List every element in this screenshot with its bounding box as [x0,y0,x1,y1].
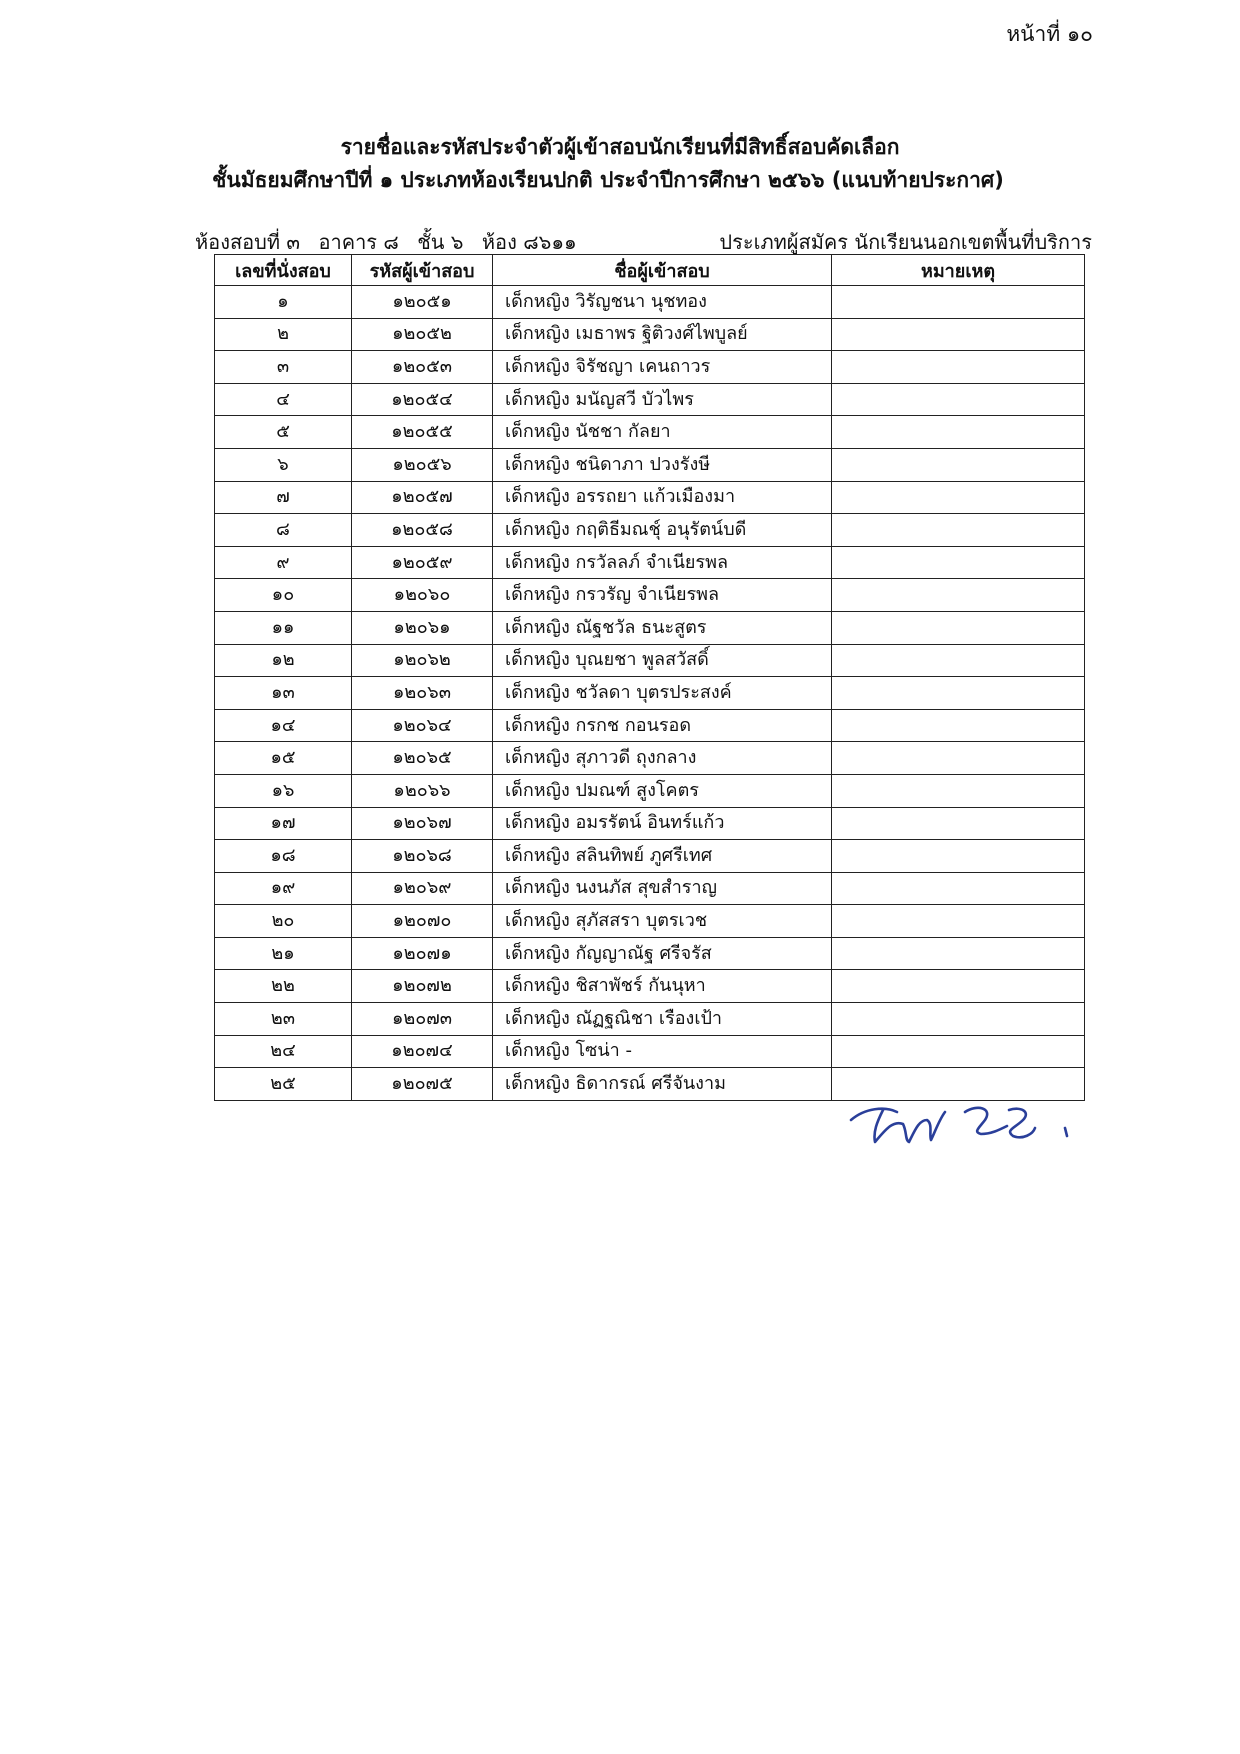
candidate-name: เด็กหญิง ชวัลดา บุตรประสงค์ [493,677,832,710]
applicant-type: ประเภทผู้สมัคร นักเรียนนอกเขตพื้นที่บริการ [719,230,1092,254]
candidate-name: เด็กหญิง ณัฐชวัล ธนะสูตร [493,611,832,644]
table-header-row [215,255,1085,286]
candidate-id: ๑๒๐๗๔ [352,1035,493,1068]
seat-number: ๒ [215,318,352,351]
remark [832,709,1085,742]
candidate-name: เด็กหญิง วิรัญชนา นุชทอง [493,286,832,319]
table-row [215,546,1085,579]
seat-number: ๒๐ [215,905,352,938]
signature [845,1090,1105,1160]
table-row [215,351,1085,384]
table-row [215,1003,1085,1036]
floor: ชั้น ๖ [417,230,464,254]
remark [832,840,1085,873]
remark [832,774,1085,807]
remark [832,742,1085,775]
table-row [215,644,1085,677]
table-row [215,742,1085,775]
candidate-name: เด็กหญิง นงนภัส สุขสำราญ [493,872,832,905]
remark [832,807,1085,840]
seat-number: ๒๕ [215,1068,352,1101]
candidate-name: เด็กหญิง สลินทิพย์ ภูศรีเทศ [493,840,832,873]
candidate-name: เด็กหญิง มนัญสวี บัวไพร [493,383,832,416]
remark [832,481,1085,514]
seat-number: ๘ [215,514,352,547]
seat-number: ๓ [215,351,352,384]
seat-number: ๔ [215,383,352,416]
table-row [215,807,1085,840]
title-line-1: รายชื่อและรหัสประจำตัวผู้เข้าสอบนักเรียนที่มีสิทธิ์สอบคัดเลือก [340,135,900,159]
remark [832,351,1085,384]
remark [832,644,1085,677]
candidate-id: ๑๒๐๖๒ [352,644,493,677]
remark [832,318,1085,351]
document-title [0,131,1240,197]
candidate-id: ๑๒๐๕๙ [352,546,493,579]
seat-number: ๑ [215,286,352,319]
remark [832,546,1085,579]
candidate-name: เด็กหญิง ชิสาพัชร์ กันนุหา [493,970,832,1003]
remark [832,448,1085,481]
exam-room: ห้องสอบที่ ๓ [195,230,301,254]
candidate-id: ๑๒๐๖๙ [352,872,493,905]
remark [832,905,1085,938]
candidate-table [214,254,1085,1101]
seat-number: ๑๗ [215,807,352,840]
candidate-name: เด็กหญิง ปมณฑ์ สูงโคตร [493,774,832,807]
remark [832,677,1085,710]
candidate-id: ๑๒๐๗๐ [352,905,493,938]
remark [832,937,1085,970]
candidate-name: เด็กหญิง สุภาวดี ถุงกลาง [493,742,832,775]
candidate-id: ๑๒๐๖๗ [352,807,493,840]
table-row [215,514,1085,547]
remark [832,1035,1085,1068]
header-name: ชื่อผู้เข้าสอบ [493,255,832,286]
seat-number: ๑๑ [215,611,352,644]
page-number: หน้าที่ ๑๐ [1006,22,1093,46]
table-row [215,937,1085,970]
seat-number: ๖ [215,448,352,481]
table-row [215,481,1085,514]
seat-number: ๑๐ [215,579,352,612]
candidate-id: ๑๒๐๖๓ [352,677,493,710]
seat-number: ๗ [215,481,352,514]
seat-number: ๒๔ [215,1035,352,1068]
candidate-name: เด็กหญิง เมธาพร ฐิติวงศ์ไพบูลย์ [493,318,832,351]
seat-number: ๑๕ [215,742,352,775]
candidate-id: ๑๒๐๗๓ [352,1003,493,1036]
candidate-name: เด็กหญิง กรวัลลภ์ จำเนียรพล [493,546,832,579]
candidate-id: ๑๒๐๖๔ [352,709,493,742]
candidate-id: ๑๒๐๕๑ [352,286,493,319]
candidate-id: ๑๒๐๕๖ [352,448,493,481]
seat-number: ๑๘ [215,840,352,873]
table-row [215,709,1085,742]
remark [832,416,1085,449]
candidate-id: ๑๒๐๗๕ [352,1068,493,1101]
remark [832,1003,1085,1036]
header-note: หมายเหตุ [832,255,1085,286]
seat-number: ๒๑ [215,937,352,970]
room: ห้อง ๘๖๑๑ [481,230,577,254]
candidate-name: เด็กหญิง โซน่า - [493,1035,832,1068]
table-row [215,677,1085,710]
table-body [215,286,1085,1101]
candidate-name: เด็กหญิง อรรถยา แก้วเมืองมา [493,481,832,514]
table-row [215,774,1085,807]
table-row [215,905,1085,938]
remark [832,383,1085,416]
candidate-id: ๑๒๐๖๐ [352,579,493,612]
candidate-id: ๑๒๐๖๖ [352,774,493,807]
remark [832,579,1085,612]
remark [832,286,1085,319]
table-row [215,286,1085,319]
candidate-name: เด็กหญิง กฤติธีมณชุ์ อนุรัตน์บดี [493,514,832,547]
table-row [215,872,1085,905]
signature-mark [851,1108,1067,1142]
candidate-name: เด็กหญิง ธิดากรณ์ ศรีจันงาม [493,1068,832,1101]
title-line-2: ชั้นมัธยมศึกษาปีที่ ๑ ประเภทห้องเรียนปกติ ประจำปีการศึกษา ๒๕๖๖ (แนบท้ายประกาศ) [212,168,1004,192]
candidate-name: เด็กหญิง กัญญาณัฐ ศรีจรัส [493,937,832,970]
table-row [215,383,1085,416]
candidate-name: เด็กหญิง กรกช กอนรอด [493,709,832,742]
candidate-id: ๑๒๐๕๕ [352,416,493,449]
seat-number: ๙ [215,546,352,579]
table-row [215,579,1085,612]
candidate-name: เด็กหญิง ณัฏฐณิชา เรืองเป้า [493,1003,832,1036]
table-row [215,970,1085,1003]
table-row [215,1035,1085,1068]
candidate-id: ๑๒๐๖๑ [352,611,493,644]
candidate-id: ๑๒๐๗๒ [352,970,493,1003]
table-row [215,611,1085,644]
candidate-name: เด็กหญิง ชนิดาภา ปวงรังษี [493,448,832,481]
candidate-id: ๑๒๐๖๘ [352,840,493,873]
candidate-name: เด็กหญิง สุภัสสรา บุตรเวช [493,905,832,938]
candidate-id: ๑๒๐๕๗ [352,481,493,514]
table-row [215,840,1085,873]
remark [832,611,1085,644]
header-seat: เลขที่นั่งสอบ [215,255,352,286]
seat-number: ๒๒ [215,970,352,1003]
candidate-name: เด็กหญิง นัชชา กัลยา [493,416,832,449]
building: อาคาร ๘ [318,230,399,254]
remark [832,970,1085,1003]
header-id: รหัสผู้เข้าสอบ [352,255,493,286]
candidate-id: ๑๒๐๕๔ [352,383,493,416]
seat-number: ๑๓ [215,677,352,710]
table-row [215,318,1085,351]
table-row [215,448,1085,481]
seat-number: ๑๔ [215,709,352,742]
candidate-id: ๑๒๐๕๒ [352,318,493,351]
seat-number: ๑๙ [215,872,352,905]
candidate-name: เด็กหญิง อมรรัตน์ อินทร์แก้ว [493,807,832,840]
remark [832,872,1085,905]
candidate-name: เด็กหญิง กรวรัญ จำเนียรพล [493,579,832,612]
seat-number: ๒๓ [215,1003,352,1036]
seat-number: ๑๒ [215,644,352,677]
candidate-id: ๑๒๐๕๘ [352,514,493,547]
candidate-name: เด็กหญิง จิรัชญา เคนถาวร [493,351,832,384]
candidate-id: ๑๒๐๗๑ [352,937,493,970]
remark [832,514,1085,547]
seat-number: ๕ [215,416,352,449]
candidate-name: เด็กหญิง บุณยชา พูลสวัสดิ์ [493,644,832,677]
candidate-id: ๑๒๐๕๓ [352,351,493,384]
seat-number: ๑๖ [215,774,352,807]
candidate-id: ๑๒๐๖๕ [352,742,493,775]
table-row [215,416,1085,449]
